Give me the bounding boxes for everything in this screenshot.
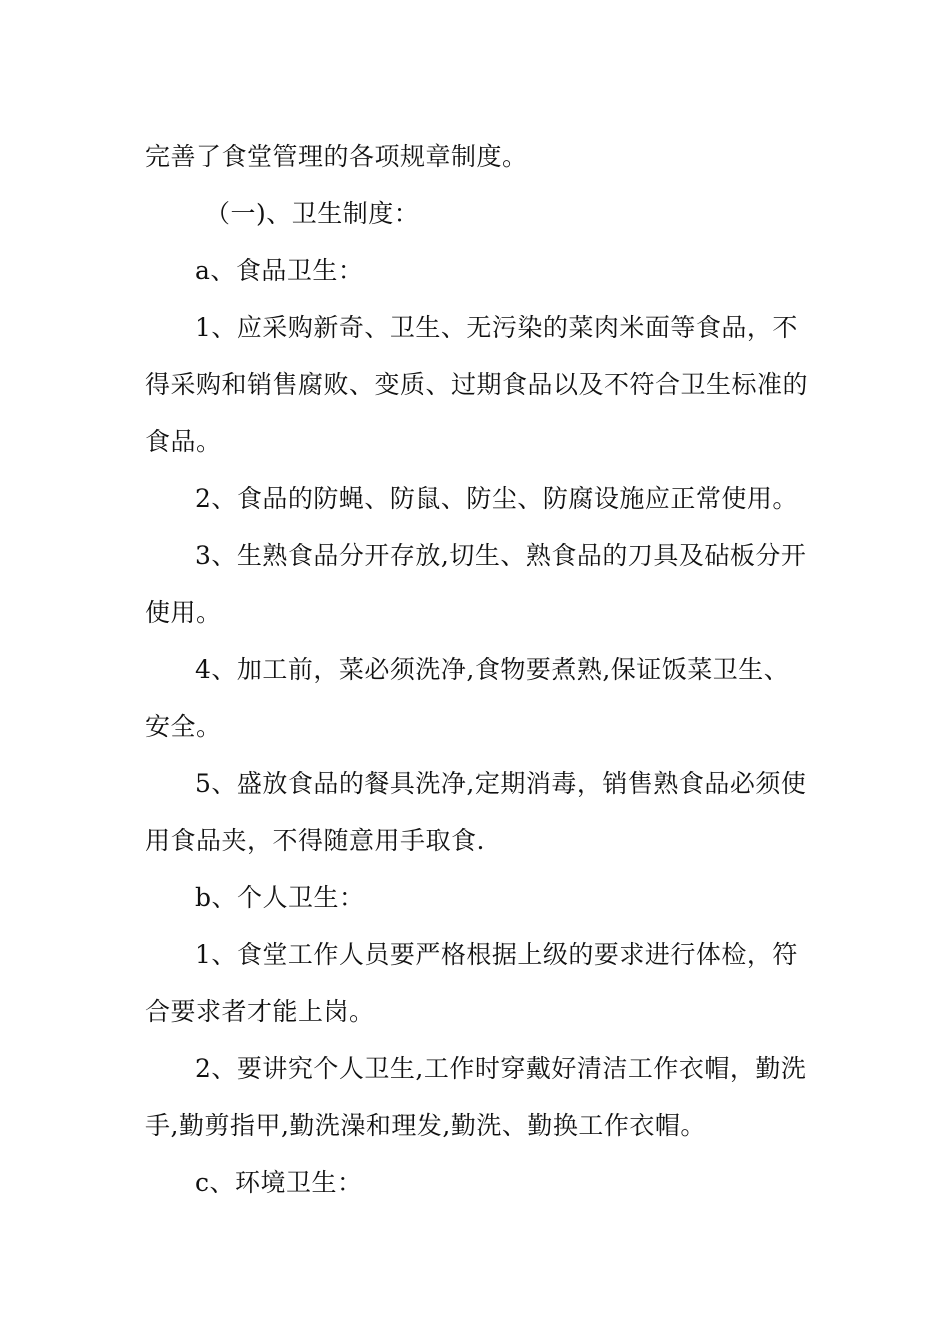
list-item-personal-2: 2、要讲究个人卫生,工作时穿戴好清洁工作衣帽，勤洗手,勤剪指甲,勤洗澡和理发,勤洗、勤换工作衣帽。 [145, 1054, 807, 1140]
list-item-food-5: 5、盛放食品的餐具洗净,定期消毒，销售熟食品必须使用食品夹，不得随意用手取食. [145, 769, 807, 855]
list-item-food-4: 4、加工前，菜必须洗净,食物要煮熟,保证饭菜卫生、安全。 [145, 655, 790, 741]
paragraph-intro: 完善了食堂管理的各项规章制度。 [145, 142, 528, 171]
list-item-food-1: 1、应采购新奇、卫生、无污染的菜肉米面等食品，不得采购和销售腐败、变质、过期食品以及不符合卫生标准的食品。 [145, 313, 809, 456]
document-body [145, 128, 810, 1211]
subsection-heading-environment: c、环境卫生： [195, 1168, 363, 1197]
subsection-heading-personal: b、个人卫生： [195, 883, 365, 912]
list-item-food-2: 2、食品的防蝇、防鼠、防尘、防腐设施应正常使用。 [195, 484, 798, 513]
section-heading-hygiene: （一)、卫生制度： [205, 199, 420, 228]
subsection-heading-food: a、食品卫生： [195, 256, 364, 285]
list-item-food-3: 3、生熟食品分开存放,切生、熟食品的刀具及砧板分开使用。 [145, 541, 807, 627]
list-item-personal-1: 1、食堂工作人员要严格根据上级的要求进行体检，符合要求者才能上岗。 [145, 940, 798, 1026]
